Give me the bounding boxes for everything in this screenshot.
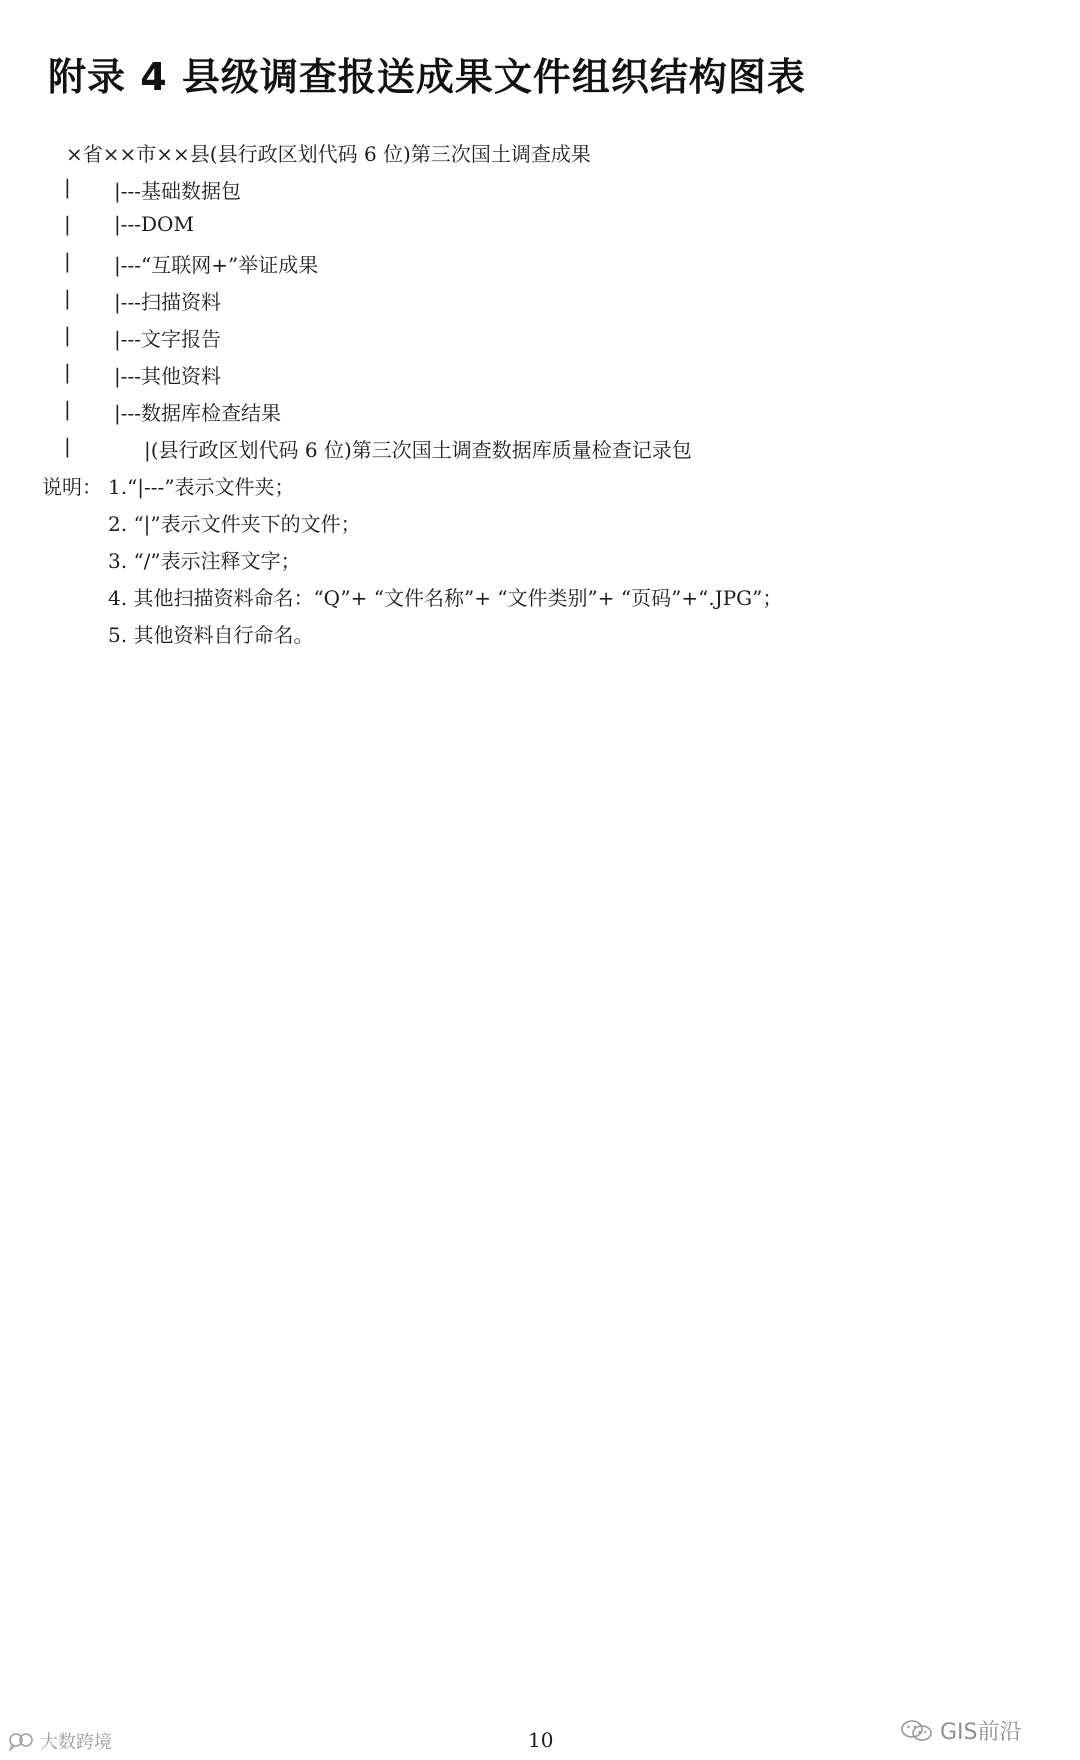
tree-vertical-bar: | [64, 175, 71, 199]
page-title: 附录 4 县级调查报送成果文件组织结构图表 [48, 55, 806, 99]
note-item: 3. “/”表示注释文字； [108, 549, 301, 573]
watermark-right [900, 1715, 1022, 1746]
tree-folder-text-report: |---文字报告 [114, 327, 222, 351]
chat-bubble-icon [8, 1731, 36, 1751]
watermark-right-text: GIS前沿 [940, 1720, 1022, 1745]
tree-vertical-bar: | [64, 286, 71, 310]
tree-folder-dom: |---DOM [114, 212, 194, 236]
watermark-left [8, 1728, 112, 1754]
tree-root: ×省××市××县(县行政区划代码 6 位)第三次国土调查成果 [66, 142, 591, 166]
tree-vertical-bar: | [64, 212, 71, 236]
note-item: 1.“|---”表示文件夹； [108, 475, 295, 499]
note-item: 5. 其他资料自行命名。 [108, 623, 314, 647]
tree-folder-db-check: |---数据库检查结果 [114, 401, 282, 425]
page-number: 10 [528, 1728, 554, 1752]
tree-vertical-bar: | [64, 249, 71, 273]
tree-file-quality-record: |(县行政区划代码 6 位)第三次国土调查数据库质量检查记录包 [144, 438, 692, 462]
note-item: 4. 其他扫描资料命名：“Q”+ “文件名称”+ “文件类别”+ “页码”+“.JPG”； [108, 586, 783, 610]
tree-vertical-bar: | [64, 360, 71, 384]
tree-folder-internet-evidence: |---“互联网+”举证成果 [114, 253, 319, 277]
tree-vertical-bar: | [64, 434, 71, 458]
watermark-left-text: 大数跨境 [40, 1732, 112, 1753]
notes-label: 说明： [42, 475, 102, 499]
tree-folder-other: |---其他资料 [114, 364, 222, 388]
wechat-icon [900, 1718, 934, 1744]
tree-folder-scanned: |---扫描资料 [114, 290, 222, 314]
tree-folder-basic-data: |---基础数据包 [114, 179, 242, 203]
note-item: 2. “|”表示文件夹下的文件； [108, 512, 361, 536]
tree-vertical-bar: | [64, 323, 71, 347]
tree-vertical-bar: | [64, 397, 71, 421]
